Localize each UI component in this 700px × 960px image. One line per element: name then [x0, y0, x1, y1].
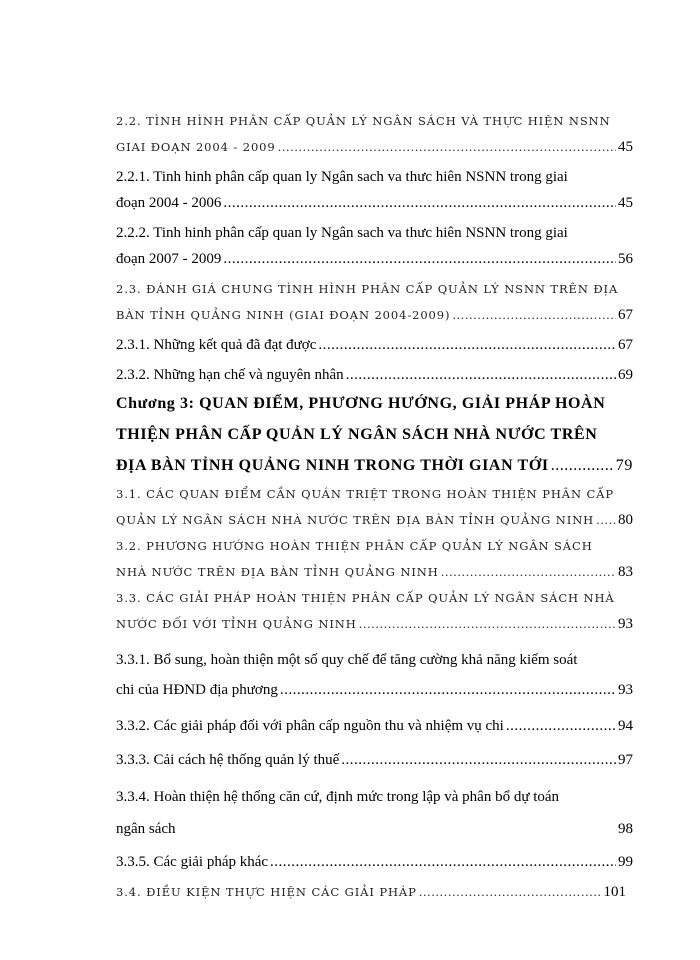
dot-leader	[341, 747, 616, 773]
toc-entry-title: 3.3.2. Các giải pháp đối với phân cấp nguồn thu và nhiệm vụ chi	[116, 718, 504, 734]
toc-page-number: 79	[615, 457, 633, 474]
toc-line	[116, 164, 633, 190]
toc-entry-title: 2.2.2. Tinh hinh phân cấp quan ly Ngân sach va thưc hiên NSNN trong giai	[116, 225, 568, 241]
toc-entry-title: 3.4. ĐIỀU KIỆN THỰC HIỆN CÁC GIẢI PHÁP	[116, 885, 417, 899]
toc-line	[116, 302, 633, 328]
toc-line	[116, 559, 633, 585]
toc-line	[116, 134, 633, 160]
toc-line	[116, 388, 633, 419]
toc-line	[116, 190, 633, 216]
toc-line	[116, 813, 633, 845]
toc-line	[116, 713, 633, 739]
toc-entry-title-cont: BÀN TỈNH QUẢNG NINH (GIAI ĐOẠN 2004-2009)	[116, 308, 451, 322]
toc-page-number: 101	[603, 884, 626, 900]
toc-line	[116, 781, 633, 813]
toc-page-number: 67	[618, 337, 633, 353]
toc-entry-title: 2.2.1. Tinh hinh phân cấp quan ly Ngân sach va thưc hiên NSNN trong giai	[116, 169, 568, 185]
toc-entry-title: 3.3.1. Bổ sung, hoàn thiện một số quy chế để tăng cường khả năng kiểm soát	[116, 652, 578, 668]
toc-line	[116, 533, 633, 559]
toc-line	[116, 747, 633, 773]
toc-entry-3-3-1[interactable]	[116, 645, 633, 705]
toc-page-number: 98	[618, 821, 633, 837]
toc-page-number: 69	[618, 367, 633, 383]
toc-entry-title-cont: chi của HĐND địa phương	[116, 682, 278, 698]
toc-line	[116, 507, 633, 533]
toc-line	[116, 849, 633, 875]
toc-entry-title-cont: đoạn 2007 - 2009	[116, 251, 222, 267]
toc-line	[116, 220, 633, 246]
table-of-contents	[116, 108, 633, 905]
toc-entry-2-3[interactable]	[116, 276, 633, 328]
dot-leader	[506, 713, 616, 739]
toc-entry-2-2-2[interactable]	[116, 220, 633, 272]
toc-entry-title-cont: NƯỚC ĐỐI VỚI TỈNH QUẢNG NINH	[116, 617, 357, 631]
dot-leader	[359, 611, 616, 637]
toc-entry-title: 3.2. PHƯƠNG HƯỚNG HOÀN THIỆN PHÂN CẤP QUẢN LÝ NGÂN SÁCH	[116, 539, 593, 553]
toc-page-number: 93	[618, 616, 633, 632]
toc-page-number: 80	[618, 512, 633, 528]
toc-entry-3-1[interactable]	[116, 481, 633, 533]
toc-entry-title-cont: đoạn 2004 - 2006	[116, 195, 222, 211]
toc-entry-chapter-3[interactable]	[116, 388, 633, 481]
chapter-title-cont: ĐỊA BÀN TỈNH QUẢNG NINH TRONG THỜI GIAN TỚI	[116, 457, 549, 474]
toc-page-number: 45	[618, 195, 633, 211]
toc-entry-2-3-1[interactable]	[116, 332, 633, 358]
toc-entry-3-3-5[interactable]	[116, 849, 633, 875]
toc-line	[116, 675, 633, 705]
chapter-title: Chương 3: QUAN ĐIỂM, PHƯƠNG HƯỚNG, GIẢI PHÁP HOÀN	[116, 395, 606, 412]
toc-entry-3-3-3[interactable]	[116, 747, 633, 773]
toc-entry-2-3-2[interactable]	[116, 362, 633, 388]
toc-entry-title: 3.1. CÁC QUAN ĐIỂM CẦN QUÁN TRIỆT TRONG HOÀN THIỆN PHÂN CẤP	[116, 487, 615, 501]
dot-leader	[452, 302, 616, 328]
dot-leader	[278, 134, 616, 160]
toc-page-number: 99	[618, 854, 633, 870]
dot-leader	[596, 507, 616, 533]
dot-leader	[270, 849, 616, 875]
chapter-title-cont: THIỆN PHÂN CẤP QUẢN LÝ NGÂN SÁCH NHÀ NƯỚC TRÊN	[116, 426, 598, 443]
toc-line	[116, 611, 633, 637]
toc-line	[116, 332, 633, 358]
toc-entry-2-2[interactable]	[116, 108, 633, 160]
dot-leader	[346, 362, 616, 388]
toc-line	[116, 276, 633, 302]
toc-entry-3-3-2[interactable]	[116, 713, 633, 739]
toc-entry-title: 2.3.2. Những hạn chế và nguyên nhân	[116, 367, 344, 383]
toc-entry-title-cont: GIAI ĐOẠN 2004 - 2009	[116, 140, 276, 154]
toc-entry-title: 3.3.4. Hoàn thiện hệ thống căn cứ, định mức trong lập và phân bổ dự toán	[116, 789, 560, 805]
toc-line	[116, 481, 633, 507]
toc-page-number: 97	[618, 752, 633, 768]
toc-entry-3-2[interactable]	[116, 533, 633, 585]
toc-entry-title-cont: NHÀ NƯỚC TRÊN ĐỊA BÀN TỈNH QUẢNG NINH	[116, 565, 439, 579]
toc-page-number: 56	[618, 251, 633, 267]
toc-entry-title: 2.2. TÌNH HÌNH PHÂN CẤP QUẢN LÝ NGÂN SÁCH VÀ THỰC HIỆN NSNN	[116, 114, 611, 128]
toc-entry-title: 3.3.3. Cải cách hệ thống quản lý thuế	[116, 752, 340, 768]
toc-entry-title-cont: QUẢN LÝ NGÂN SÁCH NHÀ NƯỚC TRÊN ĐỊA BÀN TỈNH QUẢNG NINH	[116, 513, 595, 527]
toc-page-number: 93	[618, 682, 633, 698]
dot-leader	[441, 559, 616, 585]
toc-line	[116, 246, 633, 272]
toc-entry-title: 3.3.5. Các giải pháp khác	[116, 854, 269, 870]
toc-page-number: 45	[618, 139, 633, 155]
dot-leader	[223, 246, 616, 272]
toc-entry-3-4[interactable]	[116, 879, 626, 905]
toc-line	[116, 879, 626, 905]
toc-page-number: 67	[618, 307, 633, 323]
toc-line	[116, 585, 633, 611]
dot-leader	[551, 450, 614, 481]
dot-leader	[280, 675, 616, 705]
toc-line	[116, 362, 633, 388]
toc-entry-3-3[interactable]	[116, 585, 633, 637]
toc-entry-2-2-1[interactable]	[116, 164, 633, 216]
toc-page-number: 83	[618, 564, 633, 580]
toc-page-number: 94	[618, 718, 633, 734]
toc-entry-title: 3.3. CÁC GIẢI PHÁP HOÀN THIỆN PHÂN CẤP QUẢN LÝ NGÂN SÁCH NHÀ	[116, 591, 615, 605]
toc-line	[116, 108, 633, 134]
toc-line	[116, 450, 633, 481]
toc-entry-title: 2.3. ĐÁNH GIÁ CHUNG TÌNH HÌNH PHÂN CẤP QUẢN LÝ NSNN TRÊN ĐỊA	[116, 282, 619, 296]
toc-entry-title: 2.3.1. Những kết quả đã đạt được	[116, 337, 317, 353]
dot-leader	[223, 190, 616, 216]
toc-line	[116, 419, 633, 450]
dot-leader	[419, 879, 602, 905]
toc-line	[116, 645, 633, 675]
dot-leader	[318, 332, 616, 358]
toc-entry-3-3-4[interactable]	[116, 781, 633, 845]
toc-entry-title-cont: ngân sách	[116, 821, 176, 837]
